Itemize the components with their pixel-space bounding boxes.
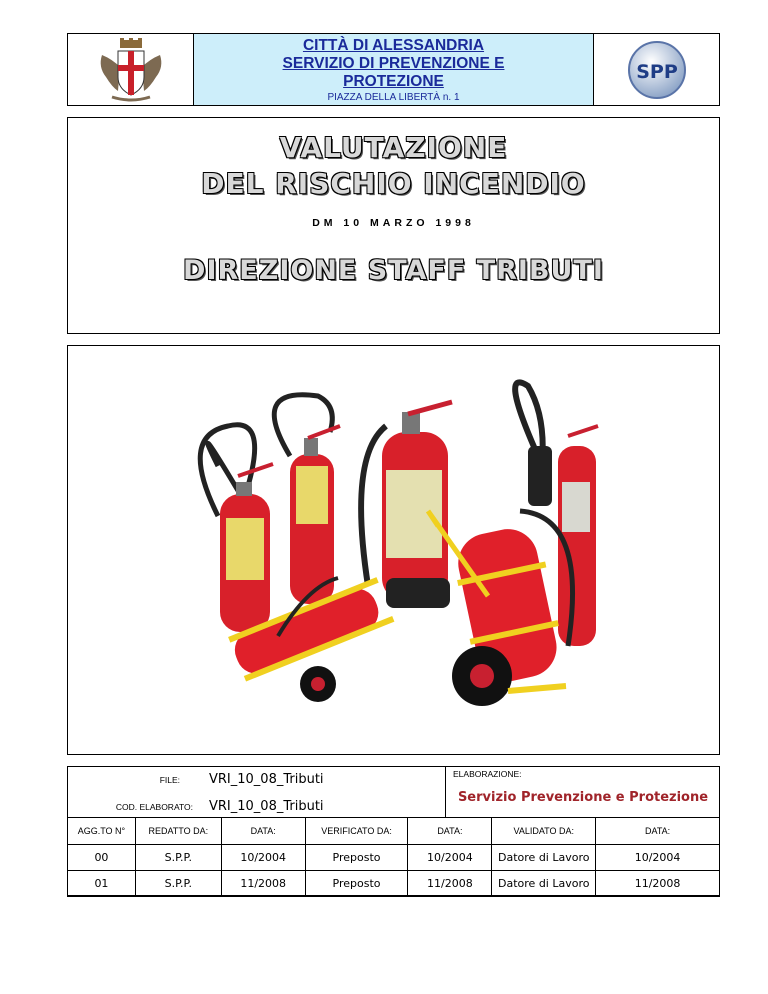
verified-by: Preposto (305, 845, 408, 871)
header-cell: AGG.TO N° (68, 818, 136, 845)
decree-reference: DM 10 MARZO 1998 (312, 217, 475, 229)
header-address: PIAZZA DELLA LIBERTÀ n. 1 (327, 92, 460, 103)
table-row (68, 871, 720, 897)
elaboration-value: Servizio Prevenzione e Protezione (457, 790, 709, 805)
title-line-1: VALUTAZIONE (279, 131, 508, 164)
revision-number: 00 (68, 845, 136, 871)
header-cell: VERIFICATO DA: (305, 818, 408, 845)
fire-extinguishers-photo (67, 345, 720, 755)
drafted-by: S.P.P. (135, 845, 221, 871)
document-header (67, 33, 720, 106)
spp-logo (593, 34, 719, 105)
title-block (67, 117, 720, 334)
table-row (68, 845, 720, 871)
header-cell: DATA: (221, 818, 305, 845)
verified-date: 10/2004 (408, 845, 492, 871)
elaboration-label: ELABORAZIONE: (453, 769, 522, 779)
header-service-line-2: PROTEZIONE (343, 73, 444, 90)
header-cell: DATA: (596, 818, 720, 845)
revision-table (67, 817, 720, 897)
code-value: VRI_10_08_Tributi (209, 799, 324, 814)
drafted-by: S.P.P. (135, 871, 221, 897)
city-coat-of-arms-logo (68, 34, 194, 105)
title-line-2: DEL RISCHIO INCENDIO (201, 167, 586, 200)
department-title: DIREZIONE STAFF TRIBUTI (183, 255, 604, 286)
header-service-line: SERVIZIO DI PREVENZIONE E (282, 55, 505, 72)
header-cell: REDATTO DA: (135, 818, 221, 845)
validated-date: 11/2008 (596, 871, 720, 897)
revision-header-row (68, 818, 720, 845)
validated-date: 10/2004 (596, 845, 720, 871)
revision-number: 01 (68, 871, 136, 897)
code-label: COD. ELABORATO: (115, 802, 193, 812)
header-cell: VALIDATO DA: (492, 818, 596, 845)
validated-by: Datore di Lavoro (492, 871, 596, 897)
header-city-name: CITTÀ DI ALESSANDRIA (302, 37, 485, 54)
info-divider (445, 767, 446, 817)
drafted-date: 11/2008 (221, 871, 305, 897)
verified-by: Preposto (305, 871, 408, 897)
validated-by: Datore di Lavoro (492, 845, 596, 871)
verified-date: 11/2008 (408, 871, 492, 897)
file-label: FILE: (159, 775, 180, 785)
drafted-date: 10/2004 (221, 845, 305, 871)
document-info-table (67, 766, 720, 896)
file-value: VRI_10_08_Tributi (209, 772, 324, 787)
header-cell: DATA: (408, 818, 492, 845)
spp-logo-text: SPP (635, 60, 678, 83)
header-title-block (194, 34, 593, 105)
